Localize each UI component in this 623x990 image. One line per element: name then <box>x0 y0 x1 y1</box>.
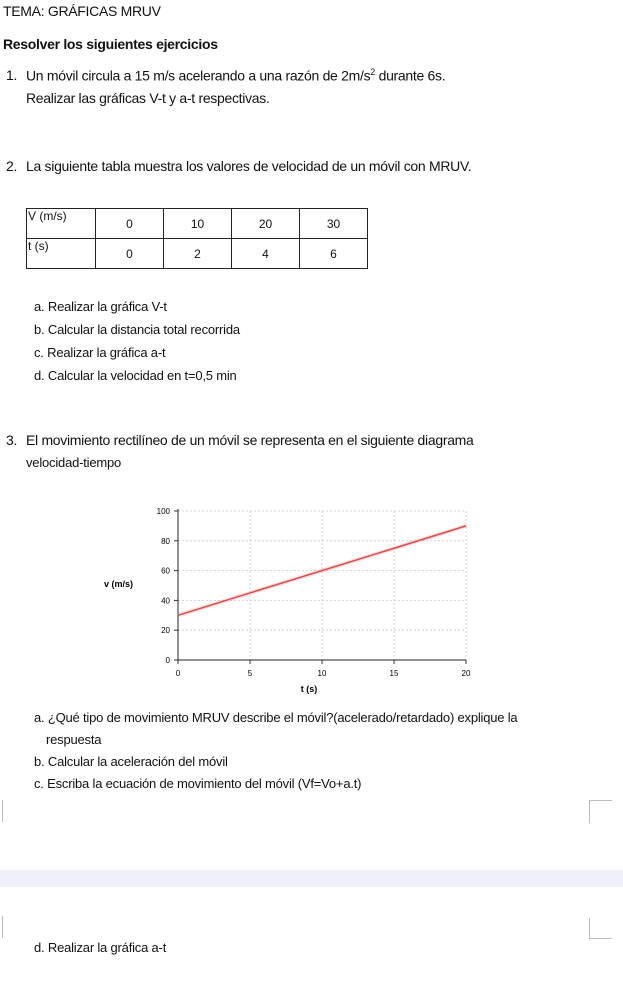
answer-area-left-mark <box>2 800 3 822</box>
x-axis-label: t (s) <box>300 684 318 694</box>
exercise-3-statement: El movimiento rectilíneo de un móvil se representa en el siguiente diagrama <box>26 432 474 448</box>
answer-area-band <box>0 870 623 887</box>
table-cell: 20 <box>232 209 300 239</box>
table-cell: 4 <box>232 239 300 269</box>
y-tick-label: 80 <box>161 536 170 546</box>
exercise-1-task: Realizar las gráficas V-t y a-t respectivas. <box>26 90 270 106</box>
answer-area-left-mark-lower <box>2 916 3 938</box>
table-cell: 30 <box>300 209 368 239</box>
table-cell: V (m/s) <box>27 209 96 239</box>
velocity-time-table <box>26 208 368 269</box>
x-tick-label: 10 <box>317 669 327 678</box>
y-tick-label: 100 <box>156 507 170 516</box>
table-cell: t (s) <box>27 239 96 269</box>
exercise-1-number: 1. <box>6 67 18 83</box>
velocity-time-chart <box>100 500 490 700</box>
exercise-1-statement: Un móvil circula a 15 m/s acelerando a una razón de $2m/s^2$ durante 6s. <box>26 67 446 84</box>
x-tick-label: 0 <box>175 669 181 678</box>
y-tick-label: 20 <box>161 626 170 636</box>
exercise-3-item-b: b. Calcular la aceleración del móvil <box>34 754 228 769</box>
table-cell: 0 <box>96 239 164 269</box>
y-tick-label: 60 <box>161 566 170 576</box>
exercise-3-statement-cont: velocidad-tiempo <box>26 455 122 470</box>
exercise-3-item-a-cont: respuesta <box>46 732 102 747</box>
exercise-3-item-c: c. Escriba la ecuación de movimiento del móvil (Vf=Vo+a.t) <box>34 776 362 791</box>
exercise-2-number: 2. <box>6 158 18 174</box>
x-tick-label: 20 <box>461 669 471 678</box>
table-cell: 10 <box>164 209 232 239</box>
exercise-2-item-c: c. Realizar la gráfica a-t <box>34 345 166 360</box>
y-axis-label: v (m/s) <box>104 579 134 589</box>
exercise-3-item-d: d. Realizar la gráfica a-t <box>34 940 167 955</box>
x-tick-label: 15 <box>389 669 399 678</box>
y-tick-label: 40 <box>161 596 170 606</box>
topic-title: TEMA: GRÁFICAS MRUV <box>3 3 161 19</box>
exercise-2-item-a: a. Realizar la gráfica V-t <box>34 299 167 314</box>
table-cell: 6 <box>300 239 368 269</box>
y-tick-label: 0 <box>165 656 170 665</box>
exercise-2-item-d: d. Calcular la velocidad en t=0,5 min <box>34 368 237 383</box>
answer-area-corner-bottom <box>589 918 612 939</box>
table-row <box>27 209 368 239</box>
table-cell: 0 <box>96 209 164 239</box>
exercise-2-item-b: b. Calcular la distancia total recorrida <box>34 322 240 337</box>
table-row <box>27 239 368 269</box>
instructions-heading: Resolver los siguientes ejercicios <box>3 36 218 52</box>
exercise-3-number: 3. <box>6 432 18 448</box>
exercise-2-statement: La siguiente tabla muestra los valores de velocidad de un móvil con MRUV. <box>26 158 472 174</box>
table-cell: 2 <box>164 239 232 269</box>
x-tick-label: 5 <box>247 669 253 678</box>
exercise-3-item-a: a. ¿Qué tipo de movimiento MRUV describe el móvil?(acelerado/retardado) explique la <box>34 710 518 725</box>
answer-area-corner-top <box>589 800 612 823</box>
